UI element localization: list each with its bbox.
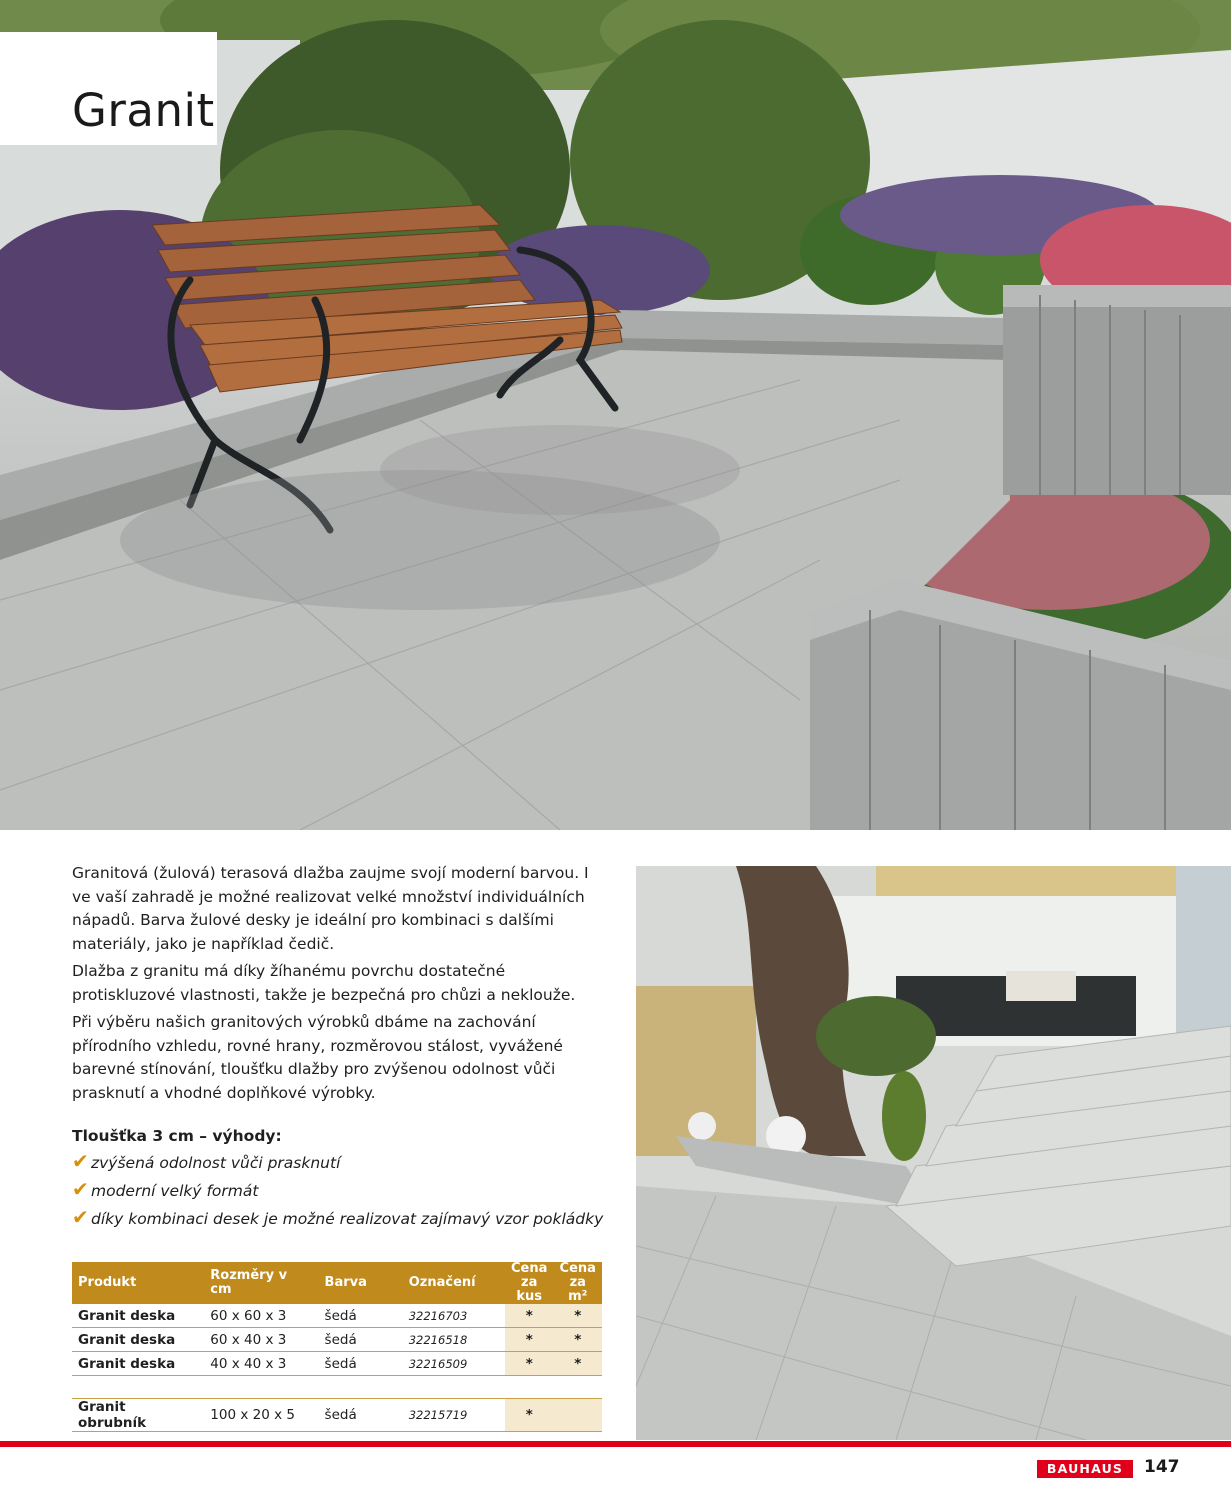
header-code: Označení [403, 1262, 505, 1304]
benefits-list [72, 1148, 612, 1232]
table-row [72, 1328, 602, 1352]
intro-paragraph: Granitová (žulová) terasová dlažba zaujme svojí moderní barvou. I ve vaší zahradě je možné realizovat velké množství individuálních nápadů. Barva žulové desky je ideální pro kombinaci s dalšími materiály, jako je například čedič. [72, 864, 589, 953]
cell-dimensions: 100 x 20 x 5 [204, 1399, 318, 1432]
benefit-text: moderní velký formát [91, 1182, 259, 1200]
cell-dimensions: 40 x 40 x 3 [204, 1352, 318, 1376]
checkmark-icon: ✔ [72, 1177, 89, 1201]
benefit-item [72, 1204, 612, 1232]
cell-product: Granit obrubník [72, 1399, 204, 1432]
cell-price-piece: * [505, 1399, 554, 1432]
header-product: Produkt [72, 1262, 204, 1304]
cell-product: Granit deska [72, 1328, 204, 1352]
cell-dimensions: 60 x 60 x 3 [204, 1304, 318, 1328]
cell-price-piece: * [505, 1352, 554, 1376]
brand-logo: BAUHAUS [1037, 1460, 1133, 1478]
cell-code: 32216509 [403, 1352, 505, 1376]
benefit-text: díky kombinaci desek je možné realizovat zajímavý vzor pokládky [91, 1210, 604, 1228]
intro-paragraph: Dlažba z granitu má díky žíhanému povrchu dostatečné protiskluzové vlastnosti, takže je bezpečná pro chůzi a neklouže. [72, 962, 576, 1004]
table-spacer-row [72, 1376, 602, 1399]
table-header-row [72, 1262, 602, 1304]
header-dimensions: Rozměry v cm [204, 1262, 318, 1304]
benefits-heading: Tloušťka 3 cm – výhody: [72, 1127, 282, 1145]
header-price-m2: Cena za m² [553, 1262, 602, 1304]
cell-color: šedá [319, 1304, 403, 1328]
page-title: Granit [72, 84, 215, 137]
benefits-section [72, 1124, 612, 1232]
cell-price-piece: * [505, 1328, 554, 1352]
cell-product: Granit deska [72, 1352, 204, 1376]
page-number: 147 [1144, 1457, 1180, 1477]
table-row [72, 1399, 602, 1432]
cell-dimensions: 60 x 40 x 3 [204, 1328, 318, 1352]
table-row [72, 1304, 602, 1328]
cell-code: 32215719 [403, 1399, 505, 1432]
cell-price-m2: * [553, 1328, 602, 1352]
table-row [72, 1352, 602, 1376]
benefit-item [72, 1148, 612, 1176]
cell-code: 32216703 [403, 1304, 505, 1328]
cell-price-piece: * [505, 1304, 554, 1328]
cell-price-m2 [553, 1399, 602, 1432]
benefit-item [72, 1176, 612, 1204]
header-color: Barva [319, 1262, 403, 1304]
product-table [72, 1262, 602, 1432]
cell-color: šedá [319, 1328, 403, 1352]
cell-code: 32216518 [403, 1328, 505, 1352]
intro-paragraph: Při výběru našich granitových výrobků dbáme na zachování přírodního vzhledu, rovné hrany, rozměrovou stálost, vyvážené barevné stínování, tloušťku dlažby pro zvýšenou odolnost vůči prasknutí a vhodné doplňkové výrobky. [72, 1013, 563, 1102]
patio-steps-illustration [636, 866, 1231, 1440]
cell-color: šedá [319, 1352, 403, 1376]
cell-product: Granit deska [72, 1304, 204, 1328]
benefit-text: zvýšená odolnost vůči prasknutí [91, 1154, 341, 1172]
cell-price-m2: * [553, 1304, 602, 1328]
intro-text [72, 862, 612, 1109]
footer-red-bar [0, 1441, 1231, 1447]
cell-color: šedá [319, 1399, 403, 1432]
cell-price-m2: * [553, 1352, 602, 1376]
side-photo [636, 866, 1231, 1440]
title-box [0, 32, 217, 145]
header-price-piece: Cena za kus [505, 1262, 554, 1304]
checkmark-icon: ✔ [72, 1149, 89, 1173]
checkmark-icon: ✔ [72, 1205, 89, 1229]
